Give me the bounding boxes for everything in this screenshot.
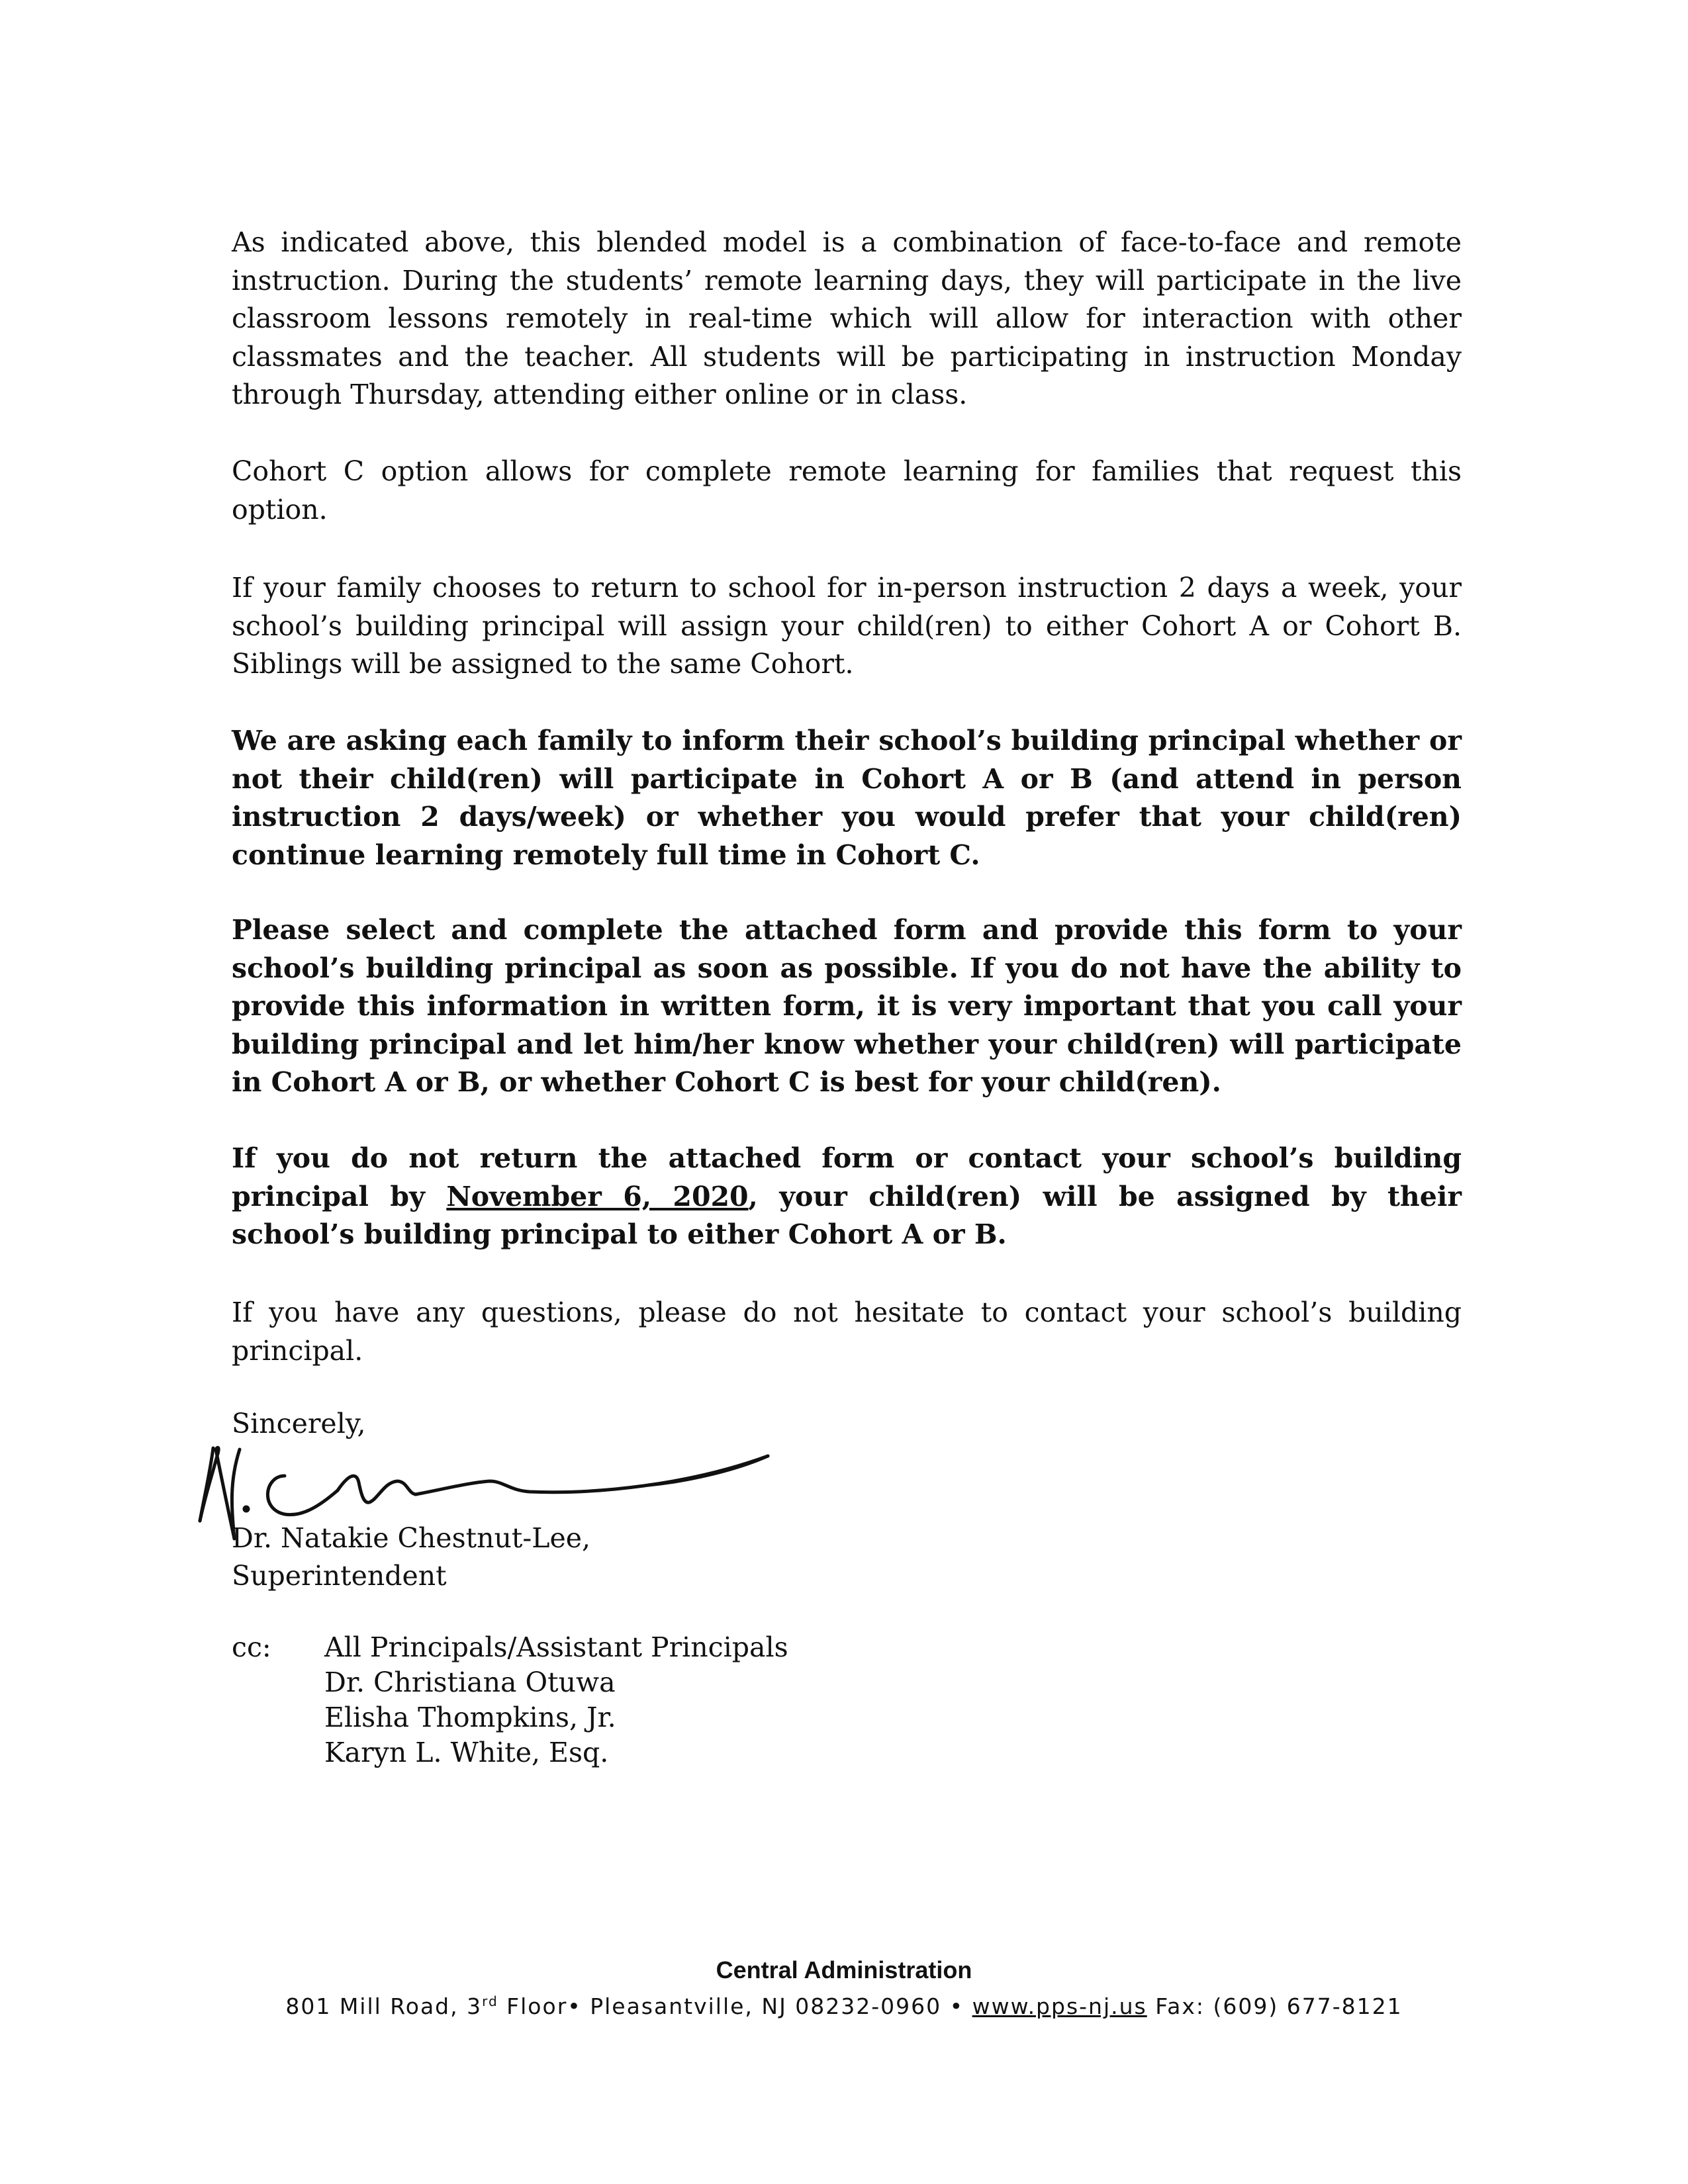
cc-recipient: Elisha Thompkins, Jr.: [324, 1702, 616, 1733]
signer-title: Superintendent: [232, 1560, 447, 1592]
cc-recipient: All Principals/Assistant Principals: [324, 1631, 788, 1663]
footer-address-part1: 801 Mill Road, 3: [285, 1993, 483, 2019]
footer-address: [0, 1992, 1688, 2021]
footer-fax: Fax: (609) 677-8121: [1147, 1993, 1403, 2019]
paragraph-questions: If you have any questions, please do not hesitate to contact your school’s building principal.: [232, 1297, 1462, 1367]
paragraph-deadline: [232, 1140, 1462, 1254]
cc-label: cc:: [232, 1631, 271, 1663]
footer-title: Central Administration: [716, 1956, 972, 1983]
signer-name: Dr. Natakie Chestnut-Lee,: [232, 1522, 591, 1554]
footer-address-part2: Floor• Pleasantville, NJ 08232-0960 •: [498, 1993, 972, 2019]
cc-recipient: Karyn L. White, Esq.: [324, 1737, 609, 1768]
paragraph-request: We are asking each family to inform their school’s building principal whether or not their child(ren) will participate in Cohort A or B (and attend in person instruction 2 days/week) or whether you would prefer that your child(ren) continue learning remotely full time in Cohort C.: [232, 725, 1462, 871]
deadline-text-after: , your child(ren) will be assigned by their school’s building principal to either Cohort A or B.: [232, 1180, 1462, 1250]
paragraph-form-instructions: Please select and complete the attached form and provide this form to your school’s building principal as soon as possible. If you do not have the ability to provide this information in written form, it is very important that you call your building principal and let him/her know whether your child(ren) will participate in Cohort A or B, or whether Cohort C is best for your child(ren).: [232, 914, 1462, 1098]
deadline-date: November 6, 2020: [446, 1180, 749, 1212]
paragraph-in-person: If your family chooses to return to school for in-person instruction 2 days a week, your school’s building principal will assign your child(ren) to either Cohort A or Cohort B. Siblings will be assigned to the same Cohort.: [232, 572, 1462, 680]
footer-address-superscript: rd: [482, 1993, 498, 2009]
cc-list: [324, 1630, 788, 1770]
footer-website-link[interactable]: www.pps-nj.us: [972, 1993, 1147, 2019]
deadline-text-before: If you do not return the attached form or contact your school’s building principal by: [232, 1142, 1462, 1212]
cc-recipient: Dr. Christiana Otuwa: [324, 1666, 616, 1698]
closing-salutation: Sincerely,: [232, 1408, 366, 1439]
paragraph-blended-model: As indicated above, this blended model is a combination of face-to-face and remote instruction. During the students’ remote learning days, they will participate in the live classroom lessons remotely in real-time which will allow for interaction with other classmates and the teacher. All students will be participating in instruction Monday through Thursday, attending either online or in class.: [232, 226, 1462, 410]
paragraph-cohort-c: Cohort C option allows for complete remote learning for families that request this option.: [232, 455, 1462, 525]
